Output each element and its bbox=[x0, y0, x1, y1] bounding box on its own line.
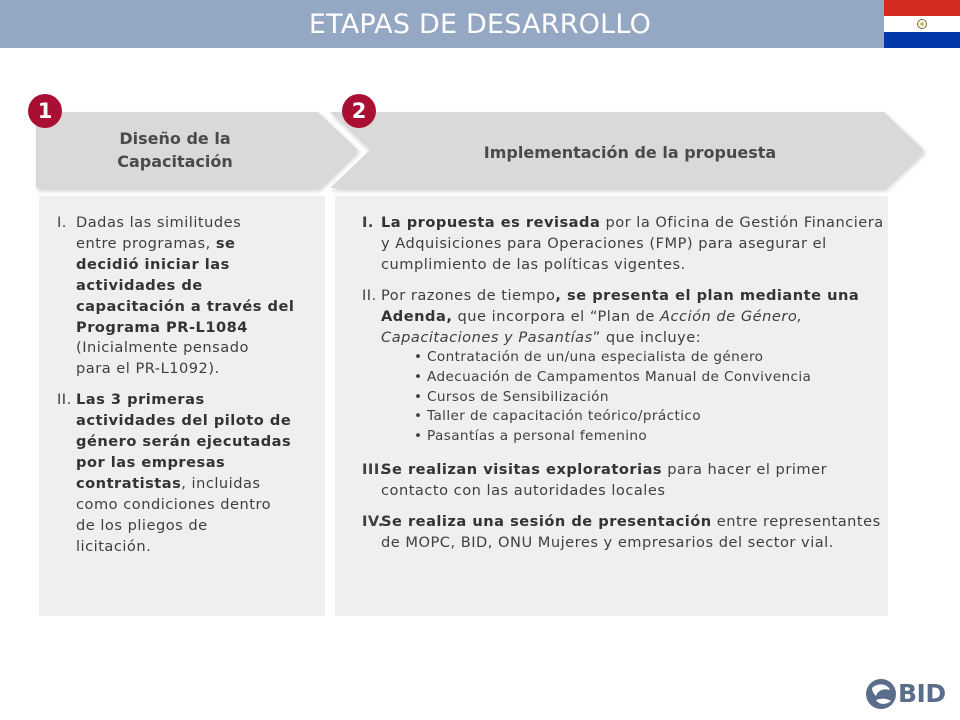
stage-2-item-1-text: por la Oficina de Gestión Financiera y Adquisiciones para Operaciones (FMP) para asegurar el cumplimiento de las políticas vigentes. bbox=[381, 214, 884, 273]
stage-2-item-2-post: ” que incluye: bbox=[592, 328, 702, 346]
bullet-icon: • bbox=[414, 349, 423, 366]
stage-2-item-2-numeral: II. bbox=[362, 286, 377, 304]
text-line bbox=[76, 276, 307, 297]
text-span: entre programas, bbox=[76, 234, 216, 252]
stage-2-item-1 bbox=[362, 213, 884, 276]
text-span-bold: actividades de bbox=[76, 276, 203, 294]
bullet-icon: • bbox=[414, 369, 423, 386]
stage-2-item-2-italic: Acción de Género, Capacitaciones y Pasantías bbox=[381, 307, 803, 346]
text-span-bold: decidió iniciar las bbox=[76, 255, 230, 273]
text-span-bold: contratistas bbox=[76, 474, 182, 492]
list-item bbox=[407, 407, 884, 427]
text-span-bold: capacitación a través del bbox=[76, 297, 295, 315]
stage-2-item-3 bbox=[362, 460, 884, 502]
text-span: , incluidas bbox=[181, 474, 261, 492]
text-line bbox=[76, 297, 307, 318]
stage-1-label-line2: Capacitación bbox=[117, 152, 233, 171]
text-line: (Inicialmente pensado bbox=[76, 339, 249, 357]
text-line bbox=[76, 390, 307, 411]
text-line bbox=[76, 453, 307, 474]
stage-2-item-4 bbox=[362, 512, 884, 554]
stage-2-content bbox=[362, 213, 884, 554]
stage-2-bullet-list bbox=[362, 348, 884, 446]
text-line: de los pliegos de bbox=[76, 516, 208, 534]
stage-2-item-2-bold: , se presenta el plan mediante una Adenda, bbox=[381, 286, 860, 325]
bid-logo-text: BID bbox=[898, 679, 946, 708]
list-item bbox=[407, 348, 884, 368]
text-span-bold: se bbox=[215, 234, 236, 252]
stage-2-item-4-text: entre representantes de MOPC, BID, ONU Mujeres y empresarios del sector vial. bbox=[381, 513, 881, 552]
text-line bbox=[76, 255, 307, 276]
list-item bbox=[407, 388, 884, 408]
list-item-text: Taller de capacitación teórico/práctico bbox=[427, 408, 701, 425]
list-item-text: Cursos de Sensibilización bbox=[427, 388, 609, 405]
stage-1-item-2-numeral: II. bbox=[57, 391, 72, 409]
stage-2-item-2-mid: que incorpora el “Plan de bbox=[452, 307, 661, 325]
stage-1-item-2 bbox=[57, 390, 307, 557]
text-line bbox=[76, 234, 307, 255]
text-span-bold: Las 3 primeras bbox=[76, 391, 205, 409]
text-span-bold: actividades del piloto de bbox=[76, 412, 292, 430]
text-line: para el PR-L1092). bbox=[76, 360, 220, 378]
bullet-icon: • bbox=[414, 388, 423, 405]
stage-2-label: Implementación de la propuesta bbox=[483, 143, 777, 162]
stage-2-item-1-bold: La propuesta es revisada bbox=[381, 214, 601, 231]
stage-1-item-1 bbox=[57, 213, 307, 380]
stage-2-item-4-numeral: IV. bbox=[362, 513, 384, 531]
text-line: como condiciones dentro bbox=[76, 495, 272, 513]
stage-2-item-3-numeral: III. bbox=[362, 461, 386, 479]
stage-2-item-4-bold: Se realiza una sesión de presentación bbox=[381, 513, 712, 531]
stage-1-item-1-numeral: I. bbox=[57, 214, 67, 231]
page-title: ETAPAS DE DESARROLLO bbox=[308, 9, 652, 40]
stage-2-item-3-bold: Se realizan visitas exploratorias bbox=[381, 461, 663, 479]
list-item bbox=[407, 427, 884, 447]
text-line: licitación. bbox=[76, 537, 152, 555]
stage-1-content bbox=[57, 213, 307, 558]
text-line bbox=[76, 474, 307, 495]
stage-1-label-line1: Diseño de la bbox=[119, 129, 231, 148]
text-line: Dadas las similitudes bbox=[76, 214, 242, 231]
stage-1-label bbox=[100, 127, 250, 173]
list-item-text: Contratación de un/una especialista de género bbox=[427, 349, 764, 366]
bullet-icon: • bbox=[414, 408, 423, 425]
text-span-bold: género serán ejecutadas bbox=[76, 433, 292, 451]
text-span-bold: Programa PR-L1084 bbox=[76, 318, 248, 336]
list-item-text: Pasantías a personal femenino bbox=[427, 427, 648, 444]
text-line bbox=[76, 432, 307, 453]
stage-2-item-1-numeral: I. bbox=[362, 214, 374, 231]
text-line bbox=[76, 411, 307, 432]
list-item bbox=[407, 368, 884, 388]
list-item-text: Adecuación de Campamentos Manual de Convivencia bbox=[427, 369, 812, 386]
text-line bbox=[76, 318, 307, 339]
stage-2-item-2-pre: Por razones de tiempo bbox=[381, 286, 556, 304]
stage-1-badge: 1 bbox=[28, 94, 62, 128]
stage-2-badge: 2 bbox=[342, 94, 376, 128]
stage-2-item-2 bbox=[362, 286, 884, 349]
text-span-bold: por las empresas bbox=[76, 453, 226, 471]
stage-2-item-3-text: para hacer el primer contacto con las autoridades locales bbox=[381, 461, 828, 500]
bullet-icon: • bbox=[414, 427, 423, 444]
